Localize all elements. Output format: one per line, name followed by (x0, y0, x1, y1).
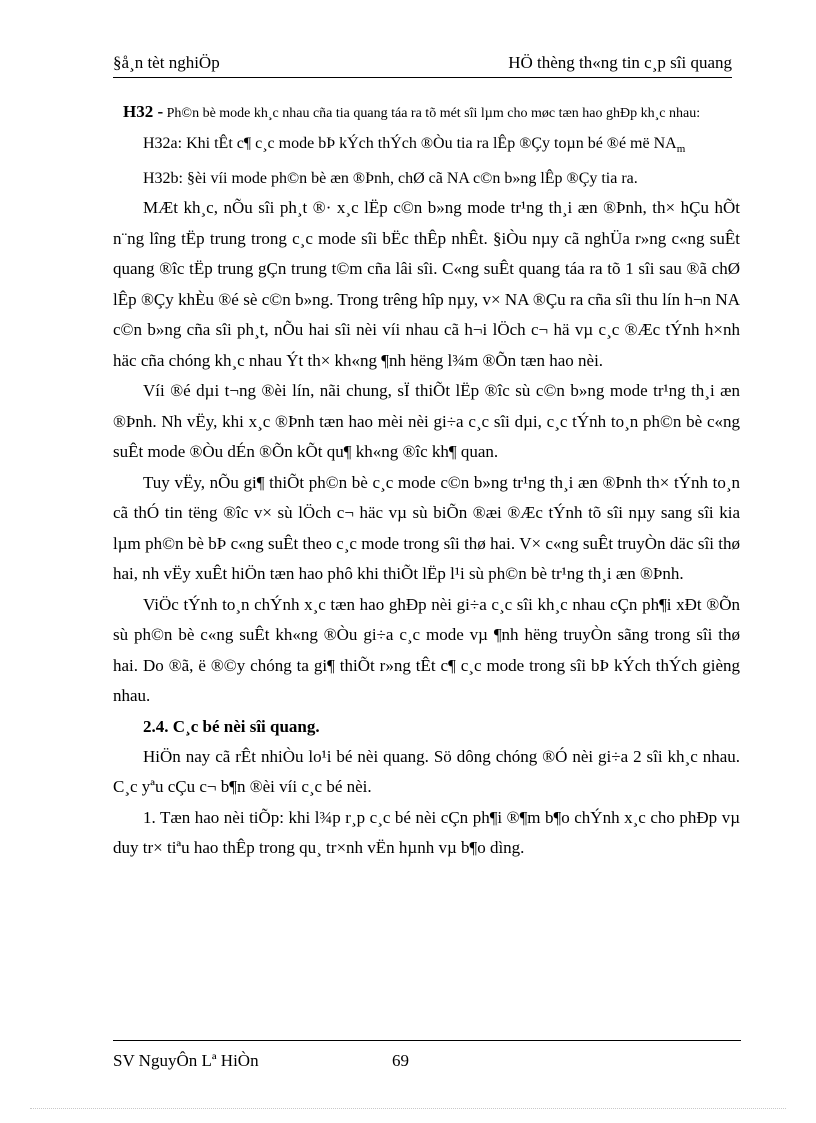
page-edge-dotted-line (30, 1108, 786, 1109)
footer-divider (113, 1040, 741, 1041)
body-paragraph-1: MÆt kh¸c, nÕu sîi ph¸t ®· x¸c lËp c©n b»ng mode tr¹ng th¸i æn ®Þnh, th× hÇu hÕt n¨ng lîng tËp trung trong c¸c mode sîi bËc thÊp nhÊt. §iÒu nµy cã nghÜa r»ng c«ng suÊt quang ®îc tËp trung gÇn trung t©m cña lâi sîi. C«ng suÊt quang táa ra tõ 1 sîi sau ®ã chØ lÊp ®Çy khÈu ®é sè c©n b»ng. Trong trêng hîp nµy, v× NA ®Çu ra cña sîi thu lín h¬n NA c©n b»ng cña sîi ph¸t, nÕu hai sîi nèi víi nhau cã h¬i lÖch c¬ hä vµ c¸c ®Æc tÝnh h×nh häc cña chóng kh¸c nhau Ýt th× kh«ng ¶nh hëng l¾m ®Õn tæn hao nèi. (113, 198, 740, 370)
body-paragraph-5: HiÖn nay cã rÊt nhiÒu lo¹i bé nèi quang. Sö dông chóng ®Ó nèi gi÷a 2 sîi kh¸c nhau. C¸c yªu cÇu c¬ b¶n ®èi víi c¸c bé nèi. (113, 746, 740, 797)
page-number: 69 (392, 1051, 409, 1070)
header-right-title: HÖ thèng th«ng tin c¸p sîi quang (508, 53, 732, 72)
figure-caption-label: H32 - (123, 102, 164, 121)
figure-caption-text: Ph©n bè mode kh¸c nhau cña tia quang táa ra tõ mét sîi lµm cho møc tæn hao ghÐp kh¸c nhau: (163, 106, 701, 121)
body-paragraph-2: Víi ®é dµi t¬ng ®èi lín, nãi chung, sÏ thiÕt lËp ®îc sù c©n b»ng mode tr¹ng th¸i æn ®Þnh. Nh vËy, khi x¸c ®Þnh tæn hao mèi nèi gi÷a c¸c sîi dµi, c¸c tÝnh to¸n ph©n bè c«ng suÊt mode ®Òu dÉn ®Õn kÕt qu¶ kh«ng ®îc kh¶ quan. (113, 381, 740, 462)
footer-author: SV NguyÔn Lª HiÒn (113, 1051, 259, 1070)
header-divider (113, 77, 732, 78)
figure-caption-a-text: H32a: Khi tÊt c¶ c¸c mode bÞ kÝch thÝch ®Òu tia ra lÊp ®Çy toµn bé ®é më NA (143, 135, 677, 152)
section-heading: 2.4. C¸c bé nèi sîi quang. (143, 716, 320, 736)
page-body (113, 97, 740, 864)
body-paragraph-6: 1. Tæn hao nèi tiÕp: khi l¾p r¸p c¸c bé nèi cÇn ph¶i ®¶m b¶o chÝnh x¸c cho phÐp vµ duy tr× tiªu hao thÊp trong qu¸ tr×nh vËn hµnh vµ b¶o dìng. (113, 807, 740, 858)
body-paragraph-4: ViÖc tÝnh to¸n chÝnh x¸c tæn hao ghÐp nèi gi÷a c¸c sîi kh¸c nhau cÇn ph¶i xÐt ®Õn sù ph©n bè c«ng suÊt kh«ng ®Òu gi÷a c¸c mode vµ ¶nh hëng truyÒn sãng trong sîi thø hai. Do ®ã, ë ®©y chóng ta gi¶ thiÕt r»ng tÊt c¶ c¸c mode trong sîi bÞ kÝch thÝch gièng nhau. (113, 594, 740, 706)
figure-caption-b: H32b: §èi víi mode ph©n bè æn ®Þnh, chØ cã NA c©n b»ng lÊp ®Çy tia ra. (143, 170, 638, 188)
figure-caption-a-subscript: m (676, 143, 686, 156)
header-left-title: §å¸n tèt nghiÖp (113, 53, 220, 72)
body-paragraph-3: Tuy vËy, nÕu gi¶ thiÕt ph©n bè c¸c mode c©n b»ng tr¹ng th¸i æn ®Þnh th× tÝnh to¸n cã thÓ tin tëng ®îc v× sù lÖch c¬ häc vµ sù biÕn ®æi ®Æc tÝnh tõ sîi nµy sang sîi kia lµm ph©n bè bÞ c«ng suÊt theo c¸c mode trong sîi thø hai. V× c«ng suÊt truyÒn däc sîi thø hai, nh vËy xuÊt hiÖn tæn hao phô khi thiÕt lËp l¹i sù ph©n bè tr¹ng th¸i æn ®Þnh. (113, 472, 740, 584)
figure-caption-a (143, 129, 740, 164)
figure-caption (123, 97, 740, 129)
